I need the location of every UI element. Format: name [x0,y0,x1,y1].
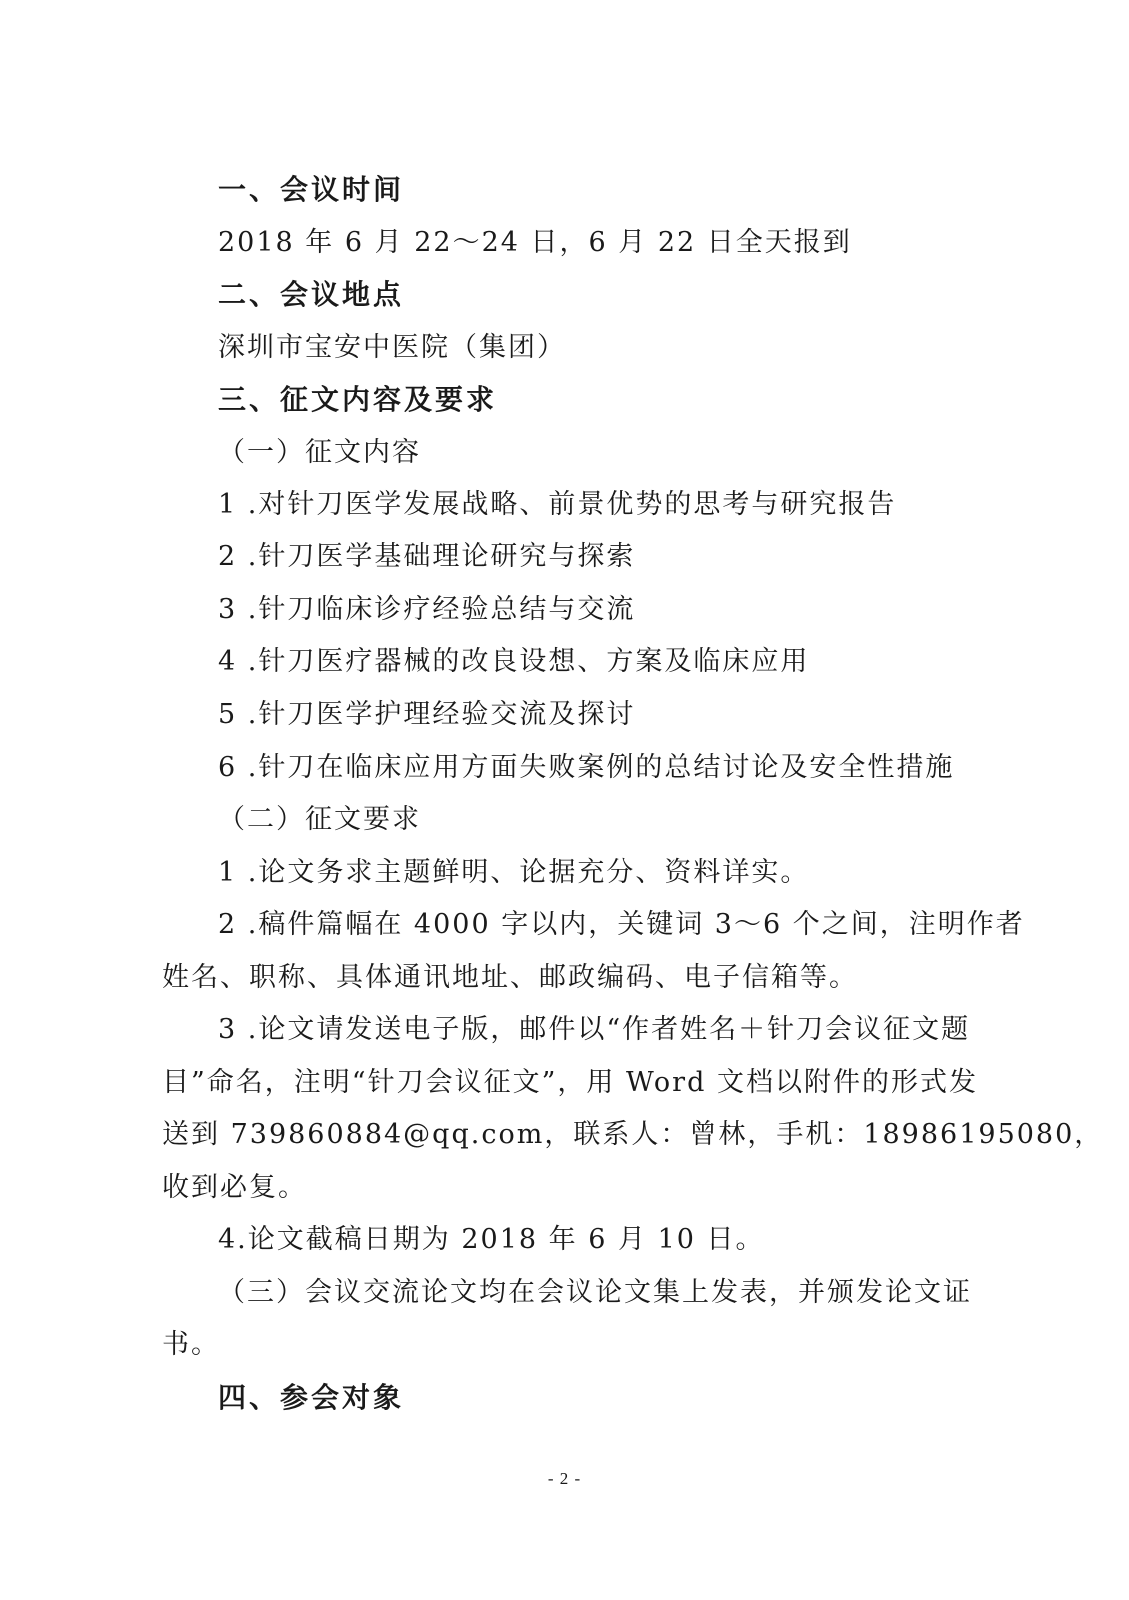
content-item-5: 5 .针刀医学护理经验交流及探讨 [218,699,636,730]
heading-participants: 四、参会对象 [218,1381,405,1414]
requirement-item-2-line-1: 2 .稿件篇幅在 4000 字以内，关键词 3～6 个之间，注明作者 [218,909,1025,940]
subheading-paper-content: （一）征文内容 [218,437,421,468]
requirement-item-4: 4.论文截稿日期为 2018 年 6 月 10 日。 [218,1224,765,1255]
requirement-item-1: 1 .论文务求主题鲜明、论据充分、资料详实。 [218,857,810,888]
subheading-paper-requirements: （二）征文要求 [218,804,421,835]
heading-paper-requirements: 三、征文内容及要求 [218,383,498,416]
requirement-item-3-line-4: 收到必复。 [162,1172,307,1203]
page-number: - 2 - [547,1469,582,1488]
content-item-1: 1 .对针刀医学发展战略、前景优势的思考与研究报告 [218,489,897,520]
content-item-6: 6 .针刀在临床应用方面失败案例的总结讨论及安全性措施 [218,752,955,783]
subheading-publication-line-2: 书。 [162,1329,220,1360]
requirement-item-3-line-2: 目”命名，注明“针刀会议征文”，用 Word 文档以附件的形式发 [162,1067,978,1098]
content-item-4: 4 .针刀医疗器械的改良设想、方案及临床应用 [218,646,810,677]
subheading-publication-line-1: （三）会议交流论文均在会议论文集上发表，并颁发论文证 [218,1277,972,1308]
meeting-place-text: 深圳市宝安中医院（集团） [218,332,566,363]
requirement-item-3-line-1: 3 .论文请发送电子版，邮件以“作者姓名＋针刀会议征文题 [218,1014,971,1045]
heading-meeting-place: 二、会议地点 [218,278,405,311]
heading-meeting-time: 一、会议时间 [218,173,405,206]
meeting-time-text: 2018 年 6 月 22～24 日，6 月 22 日全天报到 [218,227,852,258]
requirement-item-3-line-3: 送到 739860884@qq.com，联系人：曾林，手机：18986195080， [162,1119,1104,1150]
content-item-2: 2 .针刀医学基础理论研究与探索 [218,541,636,572]
content-item-3: 3 .针刀临床诊疗经验总结与交流 [218,594,636,625]
requirement-item-2-line-2: 姓名、职称、具体通讯地址、邮政编码、电子信箱等。 [162,962,858,993]
